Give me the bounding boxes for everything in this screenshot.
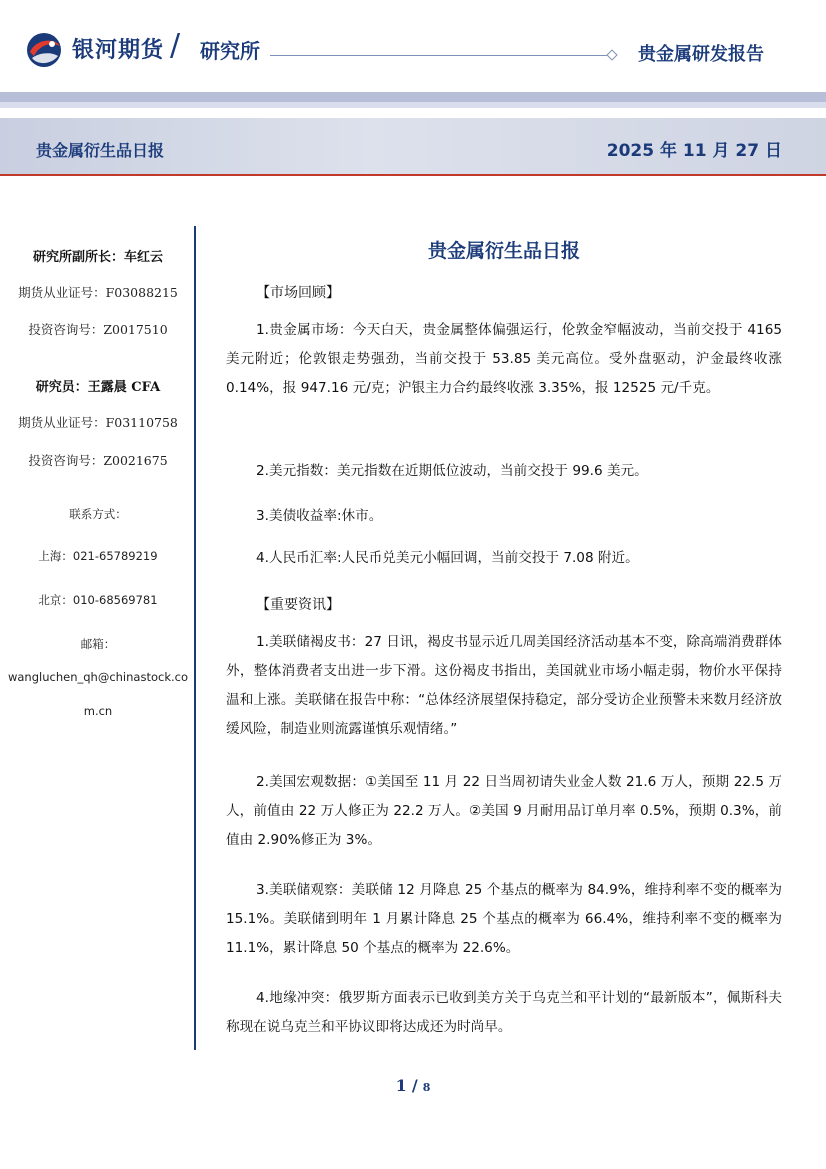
paragraph-geopolitics: 4.地缘冲突：俄罗斯方面表示已收到美方关于乌克兰和平计划的“最新版本”，佩斯科夫称现在说乌克兰和平协议即将达成还为时尚早。 (226, 990, 782, 1035)
paragraph-fed-watch: 3.美联储观察：美联储 12 月降息 25 个基点的概率为 84.9%，维持利率不变的概率为 15.1%。美联储到明年 1 月累计降息 25 个基点的概率为 66.4%，维持利率不变的概率为 11.1%，累计降息 50 个基点的概率为 22.6%。 (226, 882, 782, 956)
band-underline (0, 174, 826, 176)
report-type: 贵金属研发报告 (638, 44, 764, 65)
researcher-consult: 投资咨询号：Z0021675 (28, 453, 168, 468)
report-title: 贵金属衍生品日报 (36, 141, 165, 160)
page-total: 8 (422, 1081, 431, 1094)
diamond-icon (606, 49, 617, 60)
brand-name: 银河期货 (72, 38, 165, 63)
page-separator: / (411, 1076, 418, 1095)
paragraph-rmb-rate: 4.人民币汇率:人民币兑美元小幅回调，当前交投于 7.08 附近。 (256, 550, 639, 566)
email-address[interactable]: wangluchen_qh@chinastock.co (7, 670, 188, 684)
article-title: 贵金属衍生品日报 (427, 240, 580, 262)
deputy-license: 期货从业证号：F03088215 (18, 285, 178, 300)
contact-label: 联系方式： (69, 507, 127, 521)
page-number: 1 (395, 1076, 407, 1095)
shanghai-phone: 上海：021-65789219 (38, 549, 158, 563)
section-market-review: 【市场回顾】 (256, 285, 340, 301)
email-label: 邮箱： (80, 637, 116, 651)
section-key-news: 【重要资讯】 (256, 597, 340, 613)
header-stripe-light (0, 102, 826, 108)
paragraph-dollar-index: 2.美元指数：美元指数在近期低位波动，当前交投于 99.6 美元。 (256, 463, 648, 479)
brand-separator: / (170, 28, 181, 63)
paragraph-us-macro: 2.美国宏观数据：①美国至 11 月 22 日当周初请失业金人数 21.6 万人，预期 22.5 万人，前值由 22 万人修正为 22.2 万人。②美国 9 月耐用品订单月率 0.5%，预期 0.3%，前值由 2.90%修正为 3%。 (226, 774, 782, 848)
paragraph-beige-book: 1.美联储褐皮书：27 日讯，褐皮书显示近几周美国经济活动基本不变，除高端消费群体外，整体消费者支出进一步下滑。这份褐皮书指出，美国就业市场小幅走弱，物价水平保持温和上涨。美联储在报告中称：“总体经济展望保持稳定，部分受访企业预警未来数月经济放缓风险，制造业则流露谨慎乐观情绪。” (226, 634, 782, 737)
header-rule (270, 55, 610, 56)
beijing-phone: 北京：010-68569781 (38, 593, 158, 607)
sidebar-divider (194, 226, 196, 1050)
deputy-director: 研究所副所长：车红云 (32, 250, 163, 265)
header-stripe (0, 92, 826, 102)
page-footer (0, 1076, 826, 1095)
researcher-license: 期货从业证号：F03110758 (18, 415, 178, 430)
researcher: 研究员：王露晨 CFA (35, 380, 161, 395)
title-band (0, 118, 826, 174)
report-date: 2025 年 11 月 27 日 (606, 141, 782, 161)
institute-name: 研究所 (200, 39, 260, 63)
email-address-cont[interactable]: m.cn (83, 704, 113, 718)
deputy-consult: 投资咨询号：Z0017510 (28, 322, 168, 337)
galaxy-futures-logo-icon (22, 30, 66, 70)
page-header (0, 0, 826, 100)
paragraph-precious-metals: 1.贵金属市场：今天白天，贵金属整体偏强运行，伦敦金窄幅波动，当前交投于 4165 美元附近；伦敦银走势强劲，当前交投于 53.85 美元高位。受外盘驱动，沪金最终收涨 0.14%，报 947.16 元/克；沪银主力合约最终收涨 3.35%，报 12525 元/千克。 (226, 322, 782, 396)
paragraph-treasury-yield: 3.美债收益率:休市。 (256, 508, 383, 524)
